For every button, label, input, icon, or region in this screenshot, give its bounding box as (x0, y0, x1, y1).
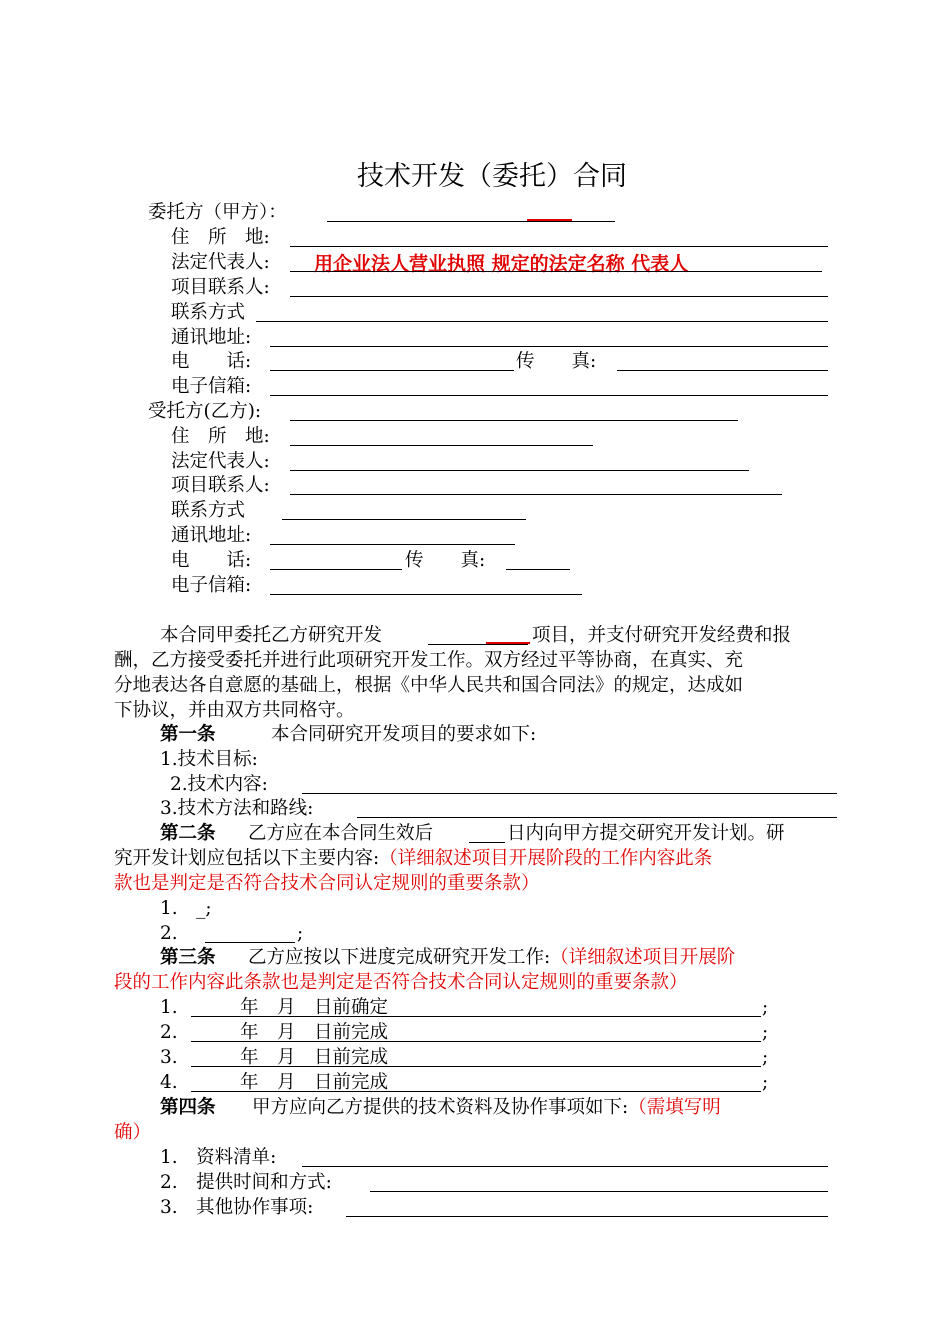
intro-line-1a: 本合同甲委托乙方研究开发 (160, 625, 383, 646)
party-a-phone-line[interactable] (270, 370, 514, 371)
article-2-note-2: 款也是判定是否符合技术合同认定规则的重要条款） (114, 873, 540, 894)
party-b-fax-label: 传 真: (405, 550, 486, 571)
party-a-rep-line[interactable] (290, 271, 822, 272)
party-a-mail-line[interactable] (270, 346, 828, 347)
article-1-item-1: 1.技术目标: (160, 749, 258, 770)
party-b-email-label: 电子信箱: (171, 575, 252, 596)
party-b-contact-line[interactable] (290, 494, 782, 495)
schedule-item-4-num: 4. (160, 1072, 178, 1093)
article-2-note-1: （详细叙述项目开展阶段的工作内容此条 (379, 848, 713, 869)
article-2-item-2-line[interactable] (205, 942, 295, 943)
schedule-item-3-text: 年 月 日前完成 (240, 1047, 389, 1068)
article-1-item-3: 3.技术方法和路线: (160, 798, 314, 819)
article-2-item-2-num: 2. (160, 923, 178, 944)
schedule-item-4-line[interactable] (191, 1091, 761, 1092)
schedule-item-3-line[interactable] (191, 1066, 761, 1067)
party-b-method-line[interactable] (282, 519, 526, 520)
party-b-email-line[interactable] (270, 594, 582, 595)
article-4-label: 第四条 (160, 1097, 216, 1118)
party-a-email-line[interactable] (270, 395, 828, 396)
schedule-item-4-text: 年 月 日前完成 (240, 1072, 389, 1093)
party-a-red-mark (527, 219, 572, 221)
schedule-item-1-text: 年 月 日前确定 (240, 997, 389, 1018)
article-2-item-2-end: ; (297, 923, 304, 944)
party-b-rep-line[interactable] (290, 470, 749, 471)
article-4-item-1: 1. 资料清单: (160, 1147, 277, 1168)
article-4-item-2-line[interactable] (370, 1191, 828, 1192)
article-2-text-b: 日内向甲方提交研究开发计划。研 (507, 823, 785, 844)
article-2-item-1: 1. _; (160, 898, 212, 919)
article-4-text (252, 1096, 721, 1120)
article-3-label: 第三条 (160, 947, 216, 968)
schedule-item-3-num: 3. (160, 1047, 178, 1068)
schedule-item-3-end: ; (762, 1047, 769, 1068)
article-2-text-a: 乙方应在本合同生效后 (248, 823, 434, 844)
party-a-contact-line[interactable] (290, 296, 828, 297)
schedule-item-2-end: ; (762, 1022, 769, 1043)
party-b-address-label: 住 所 地: (171, 426, 270, 447)
party-a-contact-label: 项目联系人: (171, 277, 270, 298)
document-title: 技术开发（委托）合同 (357, 161, 627, 192)
article-4-item-2: 2. 提供时间和方式: (160, 1172, 332, 1193)
party-a-address-line[interactable] (290, 246, 828, 247)
schedule-item-2-line[interactable] (191, 1041, 761, 1042)
party-a-fax-line[interactable] (617, 370, 828, 371)
schedule-item-1-num: 1. (160, 997, 178, 1018)
intro-line-4: 下协议，并由双方共同格守。 (114, 700, 355, 721)
party-a-method-label: 联系方式 (171, 302, 246, 323)
party-b-heading: 受托方(乙方): (148, 401, 262, 422)
article-3-note-2: 段的工作内容此条款也是判定是否符合技术合同认定规则的重要条款） (114, 972, 688, 993)
party-b-phone-label: 电 话: (171, 550, 252, 571)
article-1-item-2: 2.技术内容: (170, 774, 268, 795)
party-b-method-label: 联系方式 (171, 500, 246, 521)
article-2-line-2-text: 究开发计划应包括以下主要内容: (114, 848, 380, 869)
party-a-phone-label: 电 话: (171, 351, 252, 372)
article-4-note-2: 确） (114, 1122, 152, 1143)
project-name-line[interactable] (428, 644, 528, 645)
party-b-mail-line[interactable] (270, 544, 515, 545)
schedule-item-1-line[interactable] (191, 1016, 761, 1017)
article-3-text (248, 946, 735, 970)
article-2-label: 第二条 (160, 823, 216, 844)
article-4-item-3-line[interactable] (346, 1216, 828, 1217)
party-b-rep-label: 法定代表人: (171, 451, 270, 472)
party-b-mail-label: 通讯地址: (171, 525, 252, 546)
party-a-fax-label: 传 真: (516, 351, 597, 372)
article-4-note-1: （需填写明 (628, 1097, 721, 1118)
schedule-item-1-end: ; (762, 997, 769, 1018)
party-a-address-label: 住 所 地: (171, 227, 270, 248)
article-1-item-2-line[interactable] (302, 793, 837, 794)
article-4-item-1-line[interactable] (302, 1166, 828, 1167)
intro-line-2: 酬，乙方接受委托并进行此项研究开发工作。双方经过平等协商，在真实、充 (114, 650, 744, 671)
article-1-label: 第一条 (160, 724, 216, 745)
schedule-item-2-text: 年 月 日前完成 (240, 1022, 389, 1043)
party-b-name-line[interactable] (290, 420, 738, 421)
intro-line-3: 分地表达各自意愿的基础上，根据《中华人民共和国合同法》的规定，达成如 (114, 675, 744, 696)
project-red-mark (486, 642, 530, 644)
party-a-email-label: 电子信箱: (171, 376, 252, 397)
party-a-method-line[interactable] (256, 321, 828, 322)
article-3-text-main: 乙方应按以下进度完成研究开发工作: (248, 947, 551, 968)
article-4-item-3: 3. 其他协作事项: (160, 1197, 314, 1218)
article-1-text: 本合同研究开发项目的要求如下: (271, 724, 537, 745)
article-1-item-3-line[interactable] (357, 817, 837, 818)
schedule-item-4-end: ; (762, 1072, 769, 1093)
intro-line-1b: 项目，并支付研究开发经费和报 (532, 625, 792, 646)
party-a-rep-note: 用企业法人营业执照 规定的法定名称 代表人 (314, 253, 689, 275)
article-4-text-main: 甲方应向乙方提供的技术资料及协作事项如下: (252, 1097, 629, 1118)
party-b-address-line[interactable] (290, 445, 593, 446)
schedule-item-2-num: 2. (160, 1022, 178, 1043)
party-b-fax-line[interactable] (506, 569, 570, 570)
party-a-heading: 委托方（甲方）： (148, 202, 287, 223)
article-3-note-1: （详细叙述项目开展阶 (550, 947, 736, 968)
party-a-rep-label: 法定代表人: (171, 252, 270, 273)
party-b-contact-label: 项目联系人: (171, 475, 270, 496)
party-a-mail-label: 通讯地址: (171, 327, 252, 348)
party-a-name-line[interactable] (327, 221, 615, 222)
article-2-days-line[interactable] (469, 842, 505, 843)
party-b-phone-line[interactable] (270, 569, 402, 570)
article-2-line-2 (114, 847, 712, 871)
